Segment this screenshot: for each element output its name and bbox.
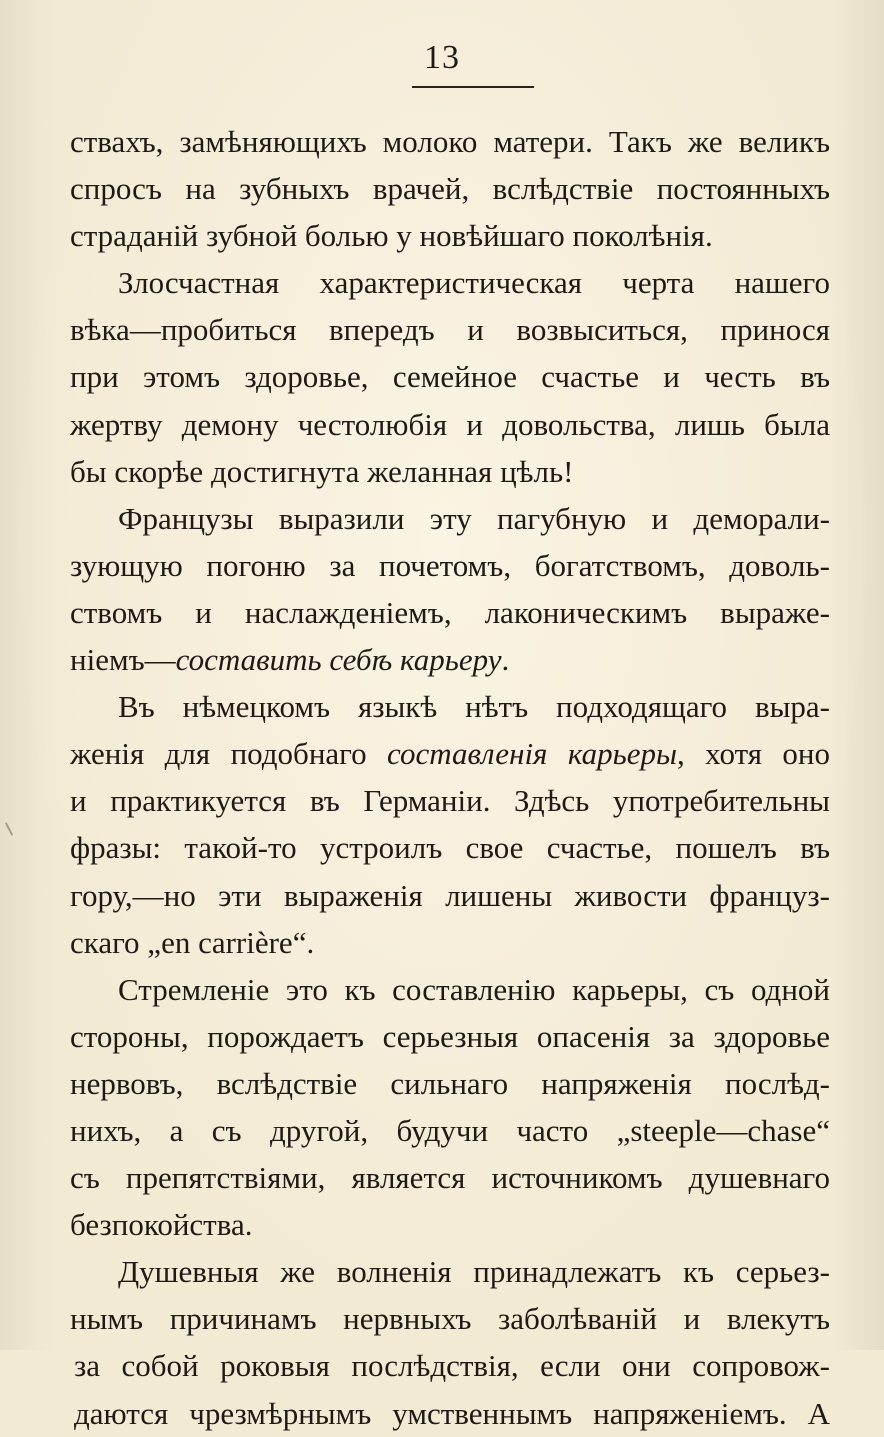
text-line: Французы выразили эту пагубную и деморали- [118,500,830,536]
text-line: безпокойства. [70,1207,253,1243]
text-line: скаго „en carrière“. [70,924,315,960]
text-line: Въ нѣмецкомъ языкѣ нѣтъ подходящаго выра- [118,689,830,725]
italic-phrase: составленія карьеры [387,736,677,772]
text-line: и практикуется въ Германіи. Здѣсь употребительны [70,783,830,819]
text-line: нымъ причинамъ нервныхъ заболѣваній и влекутъ [70,1301,830,1337]
italic-phrase: составить себѣ карьеру [175,642,502,678]
text-line: бы скорѣе достигнута желанная цѣль! [70,453,574,489]
text-line: съ препятствіями, является источникомъ душевнаго [70,1160,830,1196]
margin-mark [5,822,13,835]
text-line: жертву демону честолюбія и довольства, лишь была [70,406,830,442]
text-line: Стремленіе это къ составленію карьеры, съ одной [118,971,830,1007]
text-line: гору,—но эти выраженія лишены живости француз- [70,877,830,913]
text-line: стороны, порождаетъ серьезныя опасенія за здоровье [70,1018,830,1054]
text-segment: . [501,642,510,678]
text-line: нихъ, а съ другой, будучи часто „steeple—chase“ [70,1112,830,1148]
page-header [0,38,884,78]
text-line: зующую погоню за почетомъ, богатствомъ, доволь- [70,547,830,583]
text-line: спросъ на зубныхъ врачей, вслѣдствіе постоянныхъ [70,171,830,207]
text-line: ствомъ и наслажденіемъ, лаконическимъ выраже- [70,594,830,630]
text-line: вѣка—пробиться впередъ и возвыситься, принося [70,312,830,348]
text-line: Злосчастная характеристическая черта нашего [118,265,830,301]
body-text [70,118,830,1437]
header-rule [412,86,534,88]
text-line: страданій зубной болью у новѣйшаго поколѣнія. [70,218,713,254]
text-line: за собой роковыя послѣдствія, если они сопровож- [74,1348,830,1384]
text-line: ствахъ, замѣняющихъ молоко матери. Такъ же великъ [70,124,830,159]
text-line: при этомъ здоровье, семейное счастье и честь въ [70,359,830,395]
text-line: Душевныя же волненія принадлежатъ къ серьез- [118,1254,830,1290]
text-line [70,730,830,777]
text-line: даются чрезмѣрнымъ умственнымъ напряженіемъ. А [74,1395,830,1431]
page-number: 13 [424,39,460,76]
text-segment: ніемъ— [70,642,176,678]
text-segment: женія для подобнаго [70,736,388,772]
text-line: фразы: такой-то устроилъ свое счастье, пошелъ въ [70,830,830,866]
text-line: нервовъ, вслѣдствіе сильнаго напряженія послѣд- [70,1065,830,1101]
text-segment: , хотя оно [676,736,830,772]
text-line [70,636,830,683]
